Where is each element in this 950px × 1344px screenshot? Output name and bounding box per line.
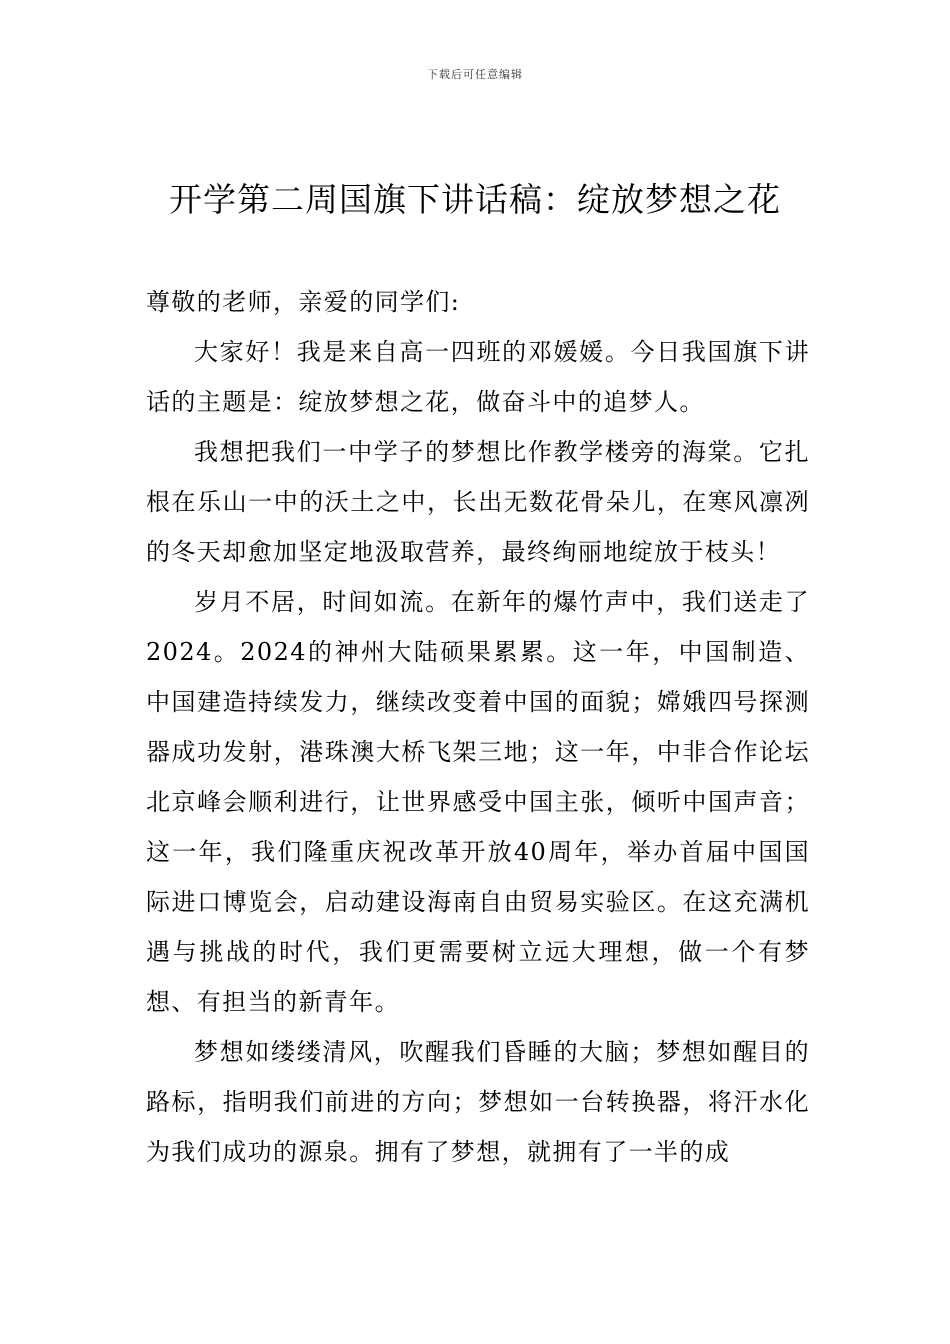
paragraph-dream-metaphors: 梦想如缕缕清风，吹醒我们昏睡的大脑；梦想如醒目的路标，指明我们前进的方向；梦想如一台转换器，将汗水化为我们成功的源泉。拥有了梦想，就拥有了一半的成 (146, 1038, 810, 1166)
page-header-note: 下载后可任意编辑 (427, 68, 523, 81)
document-title: 开学第二周国旗下讲话稿：绽放梦想之花 (169, 180, 781, 219)
paragraph-begonia-metaphor: 我想把我们一中学子的梦想比作教学楼旁的海棠。它扎根在乐山一中的沃土之中，长出无数花骨朵儿，在寒风凛冽的冬天却愈加坚定地汲取营养，最终绚丽地绽放于枝头！ (146, 438, 810, 566)
document-body (146, 277, 810, 1177)
salutation: 尊敬的老师，亲爱的同学们: (146, 288, 461, 316)
paragraph-year-review: 岁月不居，时间如流。在新年的爆竹声中，我们送走了2024。2024的神州大陆硕果累累。这一年，中国制造、中国建造持续发力，继续改变着中国的面貌；嫦娥四号探测器成功发射，港珠澳大桥飞架三地；这一年，中非合作论坛北京峰会顺利进行，让世界感受中国主张，倾听中国声音；这一年，我们隆重庆祝改革开放40周年，举办首届中国国际进口博览会，启动建设海南自由贸易实验区。在这充满机遇与挑战的时代，我们更需要树立远大理想，做一个有梦想、有担当的新青年。 (146, 588, 810, 1016)
paragraph-greeting: 大家好！我是来自高一四班的邓媛媛。今日我国旗下讲话的主题是：绽放梦想之花，做奋斗中的追梦人。 (146, 338, 810, 416)
